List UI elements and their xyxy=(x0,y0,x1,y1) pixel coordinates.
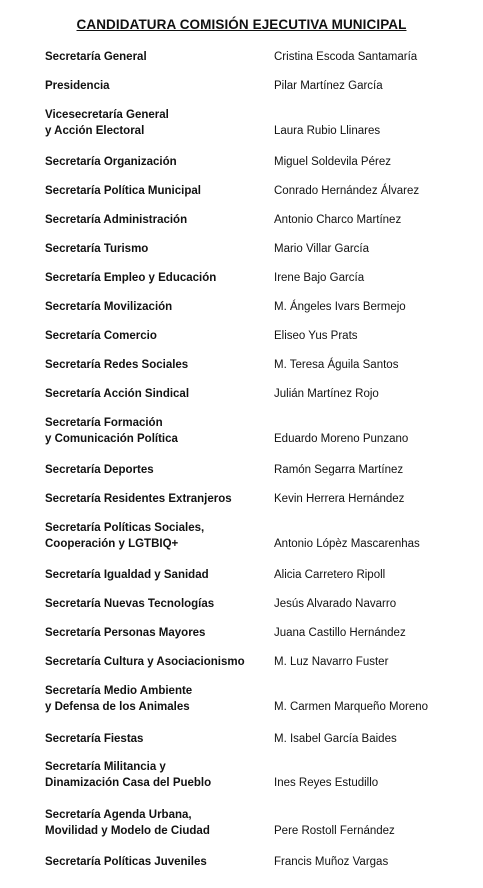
candidate-name: Pilar Martínez García xyxy=(274,80,383,92)
candidate-name: Francis Muñoz Vargas xyxy=(274,856,389,868)
position-label: Secretaría Movilización xyxy=(45,301,173,313)
position-label: Secretaría Residentes Extranjeros xyxy=(45,493,232,505)
candidate-name: Pere Rostoll Fernández xyxy=(274,825,395,837)
position-label: Secretaría Política Municipal xyxy=(45,185,201,197)
candidate-name: M. Luz Navarro Fuster xyxy=(274,656,389,668)
position-label: Secretaría Personas Mayores xyxy=(45,627,206,639)
candidate-name: Antonio Lópèz Mascarenhas xyxy=(274,538,420,550)
position-label: Secretaría Nuevas Tecnologías xyxy=(45,598,215,610)
position-label: Secretaría Deportes xyxy=(45,464,154,476)
position-label: Secretaría Cultura y Asociacionismo xyxy=(45,656,245,668)
position-label: Secretaría Igualdad y Sanidad xyxy=(45,569,209,581)
position-label: Secretaría Políticas Sociales, Cooperación y LGTBIQ+ xyxy=(45,522,205,550)
candidate-name: Eliseo Yus Prats xyxy=(274,330,358,342)
candidate-name: Conrado Hernández Álvarez xyxy=(274,185,420,197)
candidate-name: M. Carmen Marqueño Moreno xyxy=(274,701,429,713)
position-label: Secretaría Turismo xyxy=(45,243,149,255)
candidate-name: Irene Bajo García xyxy=(274,272,365,284)
candidate-name: Kevin Herrera Hernández xyxy=(274,493,405,505)
candidate-name: Antonio Charco Martínez xyxy=(274,214,402,226)
position-label: Secretaría Organización xyxy=(45,156,177,168)
position-label: Secretaría Políticas Juveniles xyxy=(45,856,207,868)
candidate-name: Ines Reyes Estudillo xyxy=(274,777,379,789)
candidate-name: M. Ángeles Ivars Bermejo xyxy=(274,301,406,313)
position-label: Secretaría Administración xyxy=(45,214,188,226)
position-label: Secretaría Comercio xyxy=(45,330,157,342)
position-label: Secretaría Agenda Urbana, Movilidad y Modelo de Ciudad xyxy=(45,809,210,837)
candidate-name: Miguel Soldevila Pérez xyxy=(274,156,391,168)
candidate-name: Laura Rubio Llinares xyxy=(274,125,381,137)
position-label: Secretaría Formación y Comunicación Política xyxy=(45,417,178,445)
candidate-name: Mario Villar García xyxy=(274,243,370,255)
candidate-name: Alicia Carretero Ripoll xyxy=(274,569,386,581)
candidate-name: Julián Martínez Rojo xyxy=(274,388,379,400)
candidate-name: Eduardo Moreno Punzano xyxy=(274,433,409,445)
candidate-name: Ramón Segarra Martínez xyxy=(274,464,404,476)
position-label: Presidencia xyxy=(45,80,110,92)
position-label: Vicesecretaría General y Acción Electoral xyxy=(45,109,169,137)
candidate-name: M. Isabel García Baides xyxy=(274,733,397,745)
position-label: Secretaría Redes Sociales xyxy=(45,359,189,371)
candidate-name: Juana Castillo Hernández xyxy=(274,627,406,639)
position-label: Secretaría Empleo y Educación xyxy=(45,272,217,284)
position-label: Secretaría Fiestas xyxy=(45,733,144,745)
position-label: Secretaría Militancia y Dinamización Casa del Pueblo xyxy=(45,761,212,789)
position-label: Secretaría Medio Ambiente y Defensa de los Animales xyxy=(45,685,193,713)
candidate-name: Cristina Escoda Santamaría xyxy=(274,51,418,63)
document-title: CANDIDATURA COMISIÓN EJECUTIVA MUNICIPAL xyxy=(76,17,407,32)
position-label: Secretaría Acción Sindical xyxy=(45,388,190,400)
candidate-name: Jesús Alvarado Navarro xyxy=(274,598,397,610)
candidate-name: M. Teresa Águila Santos xyxy=(274,359,399,371)
position-label: Secretaría General xyxy=(45,51,147,63)
